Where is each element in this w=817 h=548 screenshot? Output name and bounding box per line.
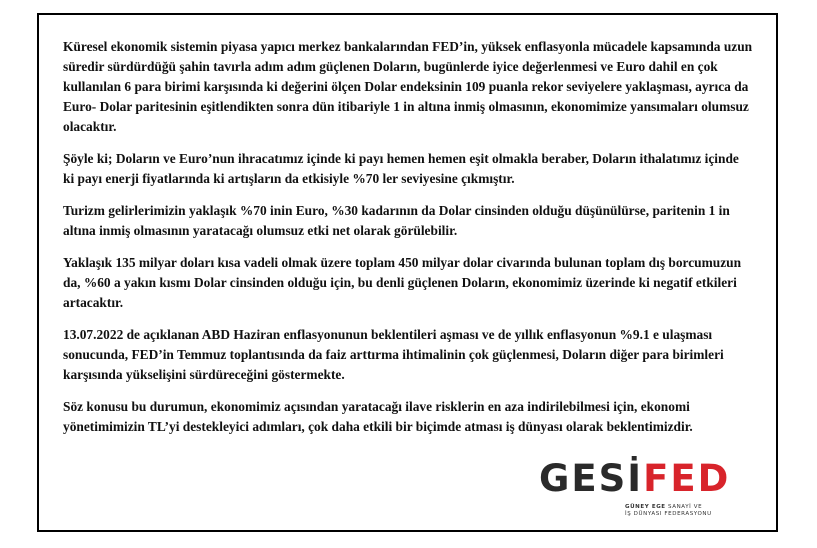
logo-tagline-line1: SANAYİ VE [665,504,703,510]
logo-gesi-text: GESİ [539,457,644,500]
gesifed-logo [539,459,749,519]
paragraph-1: Küresel ekonomik sistemin piyasa yapıcı merkez bankalarından FED’in, yüksek enflasyonla mücadele kapsamında uzun süredir sürdürdüğü şahin tavırla adım adım güçlenen Doların, bugünlerde iyice değerlenmesi ve Euro dahil en çok kullanılan 6 para birimi karşısında ki değerini ölçen Dolar endeksinin 109 puanla rekor seviyelere yaklaşması, ayrıca da Euro- Dolar paritesinin eşitlendikten sonra dün itibariyle 1 in altına inmiş olmasının, ekonomimize yansımaları olumsuz olacaktır. [63,39,753,134]
logo-tagline-bold: GÜNEY EGE [625,504,666,510]
logo-fed-text: FED [643,457,731,500]
paragraph-4: Yaklaşık 135 milyar doları kısa vadeli olmak üzere toplam 450 milyar dolar civarında bulunan toplam dış borcumuzun da, %60 a yakın kısmı Dolar cinsinden olduğu için, bu denli güçlenen Doların, ekonomimiz üzerinde ki negatif etkileri artacaktır. [63,255,742,310]
logo-wordmark [539,459,749,499]
document-frame [37,13,778,532]
logo-tagline-line2: İŞ DÜNYASI FEDERASYONU [625,511,712,517]
paragraph-5: 13.07.2022 de açıklanan ABD Haziran enflasyonunun beklentileri aşması ve de yıllık enflasyonun %9.1 e ulaşması sonucunda, FED’in Temmuz toplantısında da faiz arttırma ihtimalinin çok güçlenmesi, Doların diğer para birimleri karşısında yükselişini sürdüreceğini göstermekte. [63,327,724,382]
paragraph-3: Turizm gelirlerimizin yaklaşık %70 inin Euro, %30 kadarının da Dolar cinsinden olduğu düşünülürse, paritenin 1 in altına inmiş olmasının yaratacağı olumsuz etki net olarak görülebilir. [63,203,730,238]
paragraph-6: Söz konusu bu durumun, ekonomimiz açısından yaratacağı ilave risklerin en aza indirilebilmesi için, ekonomi yönetimimizin TL’yi destekleyici adımları, çok daha etkili bir biçimde atması iş dünyası olarak beklentimizdir. [63,399,693,434]
paragraph-2: Şöyle ki; Doların ve Euro’nun ihracatımız içinde ki payı hemen hemen eşit olmakla beraber, Doların ithalatımız içinde ki payı enerji fiyatlarında ki artışların da etkisiyle %70 ler seviyesine çıkmıştır. [63,151,739,186]
logo-tagline [625,504,712,518]
document-body [63,37,753,437]
